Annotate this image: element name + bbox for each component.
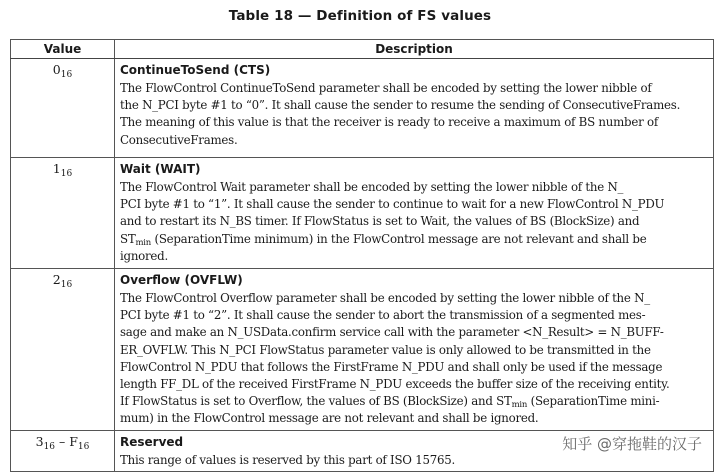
description-column-header: Description [115, 40, 714, 59]
fs-description: The FlowControl Overflow parameter shall be encoded by setting the lower nibble of the N_ PCI byte #1 to “2”. It shall cause the sender to abort the transmission of a segmented mes- sage and make an N_USData.confirm service call with the parameter <N_Result> = N_BUFF- ER_OVFLW. This N_PCI FlowStatus parameter value is only allowed to be transmitted in the FlowControl N_PDU that follows the FirstFrame N_PDU and shall only be used if the message length FF_DL of the received FirstFrame N_PDU exceeds the buffer size of the receiving entity. If FlowStatus is set to Overflow, the values of BS (BlockSize) and $ST_{min}$ (SeparationTime mini- mum) in the FlowControl message are not relevant and shall be ignored. [120, 291, 670, 426]
value-base: 1 [52, 161, 61, 176]
value-subscript: 16 [60, 169, 73, 179]
fs-description: The FlowControl ContinueToSend parameter shall be encoded by setting the lower nibble of the N_PCI byte #1 to “0”. It shall cause the sender to resume the sending of ConsecutiveFrames. The meaning of this value is that the receiver is ready to receive a maximum of BS number of ConsecutiveFrames. [120, 81, 681, 147]
value-column-header: Value [11, 40, 115, 59]
table-header-row [11, 40, 714, 59]
table-row [11, 59, 714, 158]
fs-values-table [10, 39, 714, 472]
fs-name: Overflow (OVFLW) [120, 273, 243, 287]
value-base: 0 [52, 62, 61, 77]
table-title: Table 18 — Definition of FS values [228, 8, 492, 24]
value-subscript: 16 [43, 441, 56, 452]
value-cell [11, 430, 115, 471]
value-subscript: 16 [60, 70, 73, 80]
table-row [11, 158, 714, 269]
value-range-separator: – [55, 433, 70, 449]
fs-name: Reserved [120, 434, 184, 449]
fs-name: Wait (WAIT) [120, 162, 201, 176]
value-cell [11, 59, 115, 158]
value-base-end: F [69, 433, 78, 449]
description-cell [115, 269, 714, 431]
fs-description: This range of values is reserved by this part of ISO 15765. [120, 452, 455, 467]
value-cell [11, 158, 115, 269]
table-row [11, 269, 714, 431]
watermark: 知乎 @穿拖鞋的汉子 [558, 431, 706, 456]
description-cell [115, 59, 714, 158]
description-cell [115, 158, 714, 269]
value-base: 2 [52, 272, 61, 287]
value-subscript: 16 [60, 280, 73, 290]
value-subscript-end: 16 [77, 441, 90, 452]
fs-description: The FlowControl Wait parameter shall be encoded by setting the lower nibble of the N_ PCI byte #1 to “1”. It shall cause the sender to continue to wait for a new FlowControl N_PDU and to restart its N_BS timer. If FlowStatus is set to Wait, the values of BS (BlockSize) and $ST_{min}$ (SeparationTime minimum) in the FlowControl message are not relevant and shall be ignored. [120, 180, 665, 263]
value-cell [11, 269, 115, 431]
fs-name: ContinueToSend (CTS) [120, 63, 271, 77]
value-base: 3 [35, 433, 44, 449]
